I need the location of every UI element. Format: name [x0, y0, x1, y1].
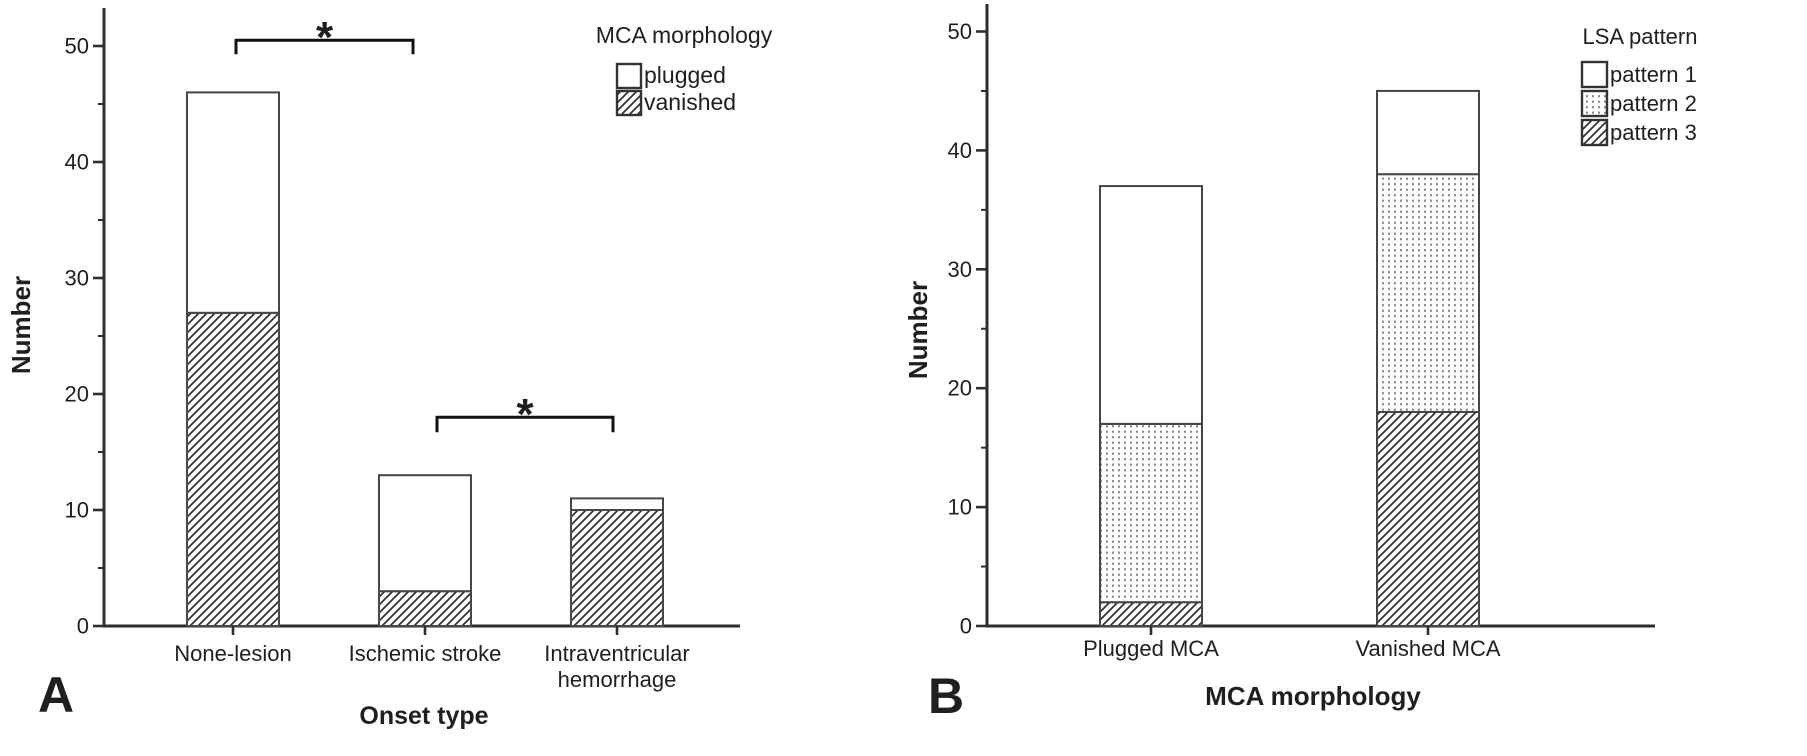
panel-a [6, 8, 773, 730]
panel-letter-b: B [928, 668, 965, 724]
x-tick-label: hemorrhage [557, 667, 677, 692]
y-tick-label: 40 [64, 149, 89, 175]
x-tick-label: Vanished MCA [1355, 636, 1501, 661]
y-tick-label: 50 [64, 33, 89, 59]
y-tick-label: 10 [64, 497, 89, 523]
bar-segment-vanished-mca-pattern-2 [1377, 174, 1479, 412]
legend-label: plugged [644, 62, 726, 88]
bar-segment-plugged-mca-pattern-3 [1100, 602, 1202, 626]
bar-segment-none-lesion-plugged [187, 92, 279, 312]
y-axis-title: Number [6, 275, 36, 375]
y-tick-label: 30 [64, 265, 89, 291]
legend-swatch-pattern-1 [1582, 62, 1607, 87]
bar-segment-plugged-mca-pattern-1 [1100, 186, 1202, 424]
legend-title: LSA pattern [1582, 24, 1698, 49]
panel-b [903, 4, 1697, 724]
bar-segment-vanished-mca-pattern-3 [1377, 412, 1479, 626]
bar-segment-vanished-mca-pattern-1 [1377, 91, 1479, 174]
y-tick-label: 0 [76, 613, 89, 639]
y-ticks [948, 19, 987, 639]
y-axis-title: Number [903, 280, 933, 380]
legend-label: vanished [644, 89, 737, 115]
panel-letter-a: A [38, 667, 75, 723]
legend-label: pattern 3 [1610, 120, 1697, 145]
bar-segment-plugged-mca-pattern-2 [1100, 424, 1202, 602]
legend-swatch-pattern-2 [1582, 91, 1607, 116]
y-tick-label: 40 [947, 137, 972, 163]
legend-swatch-plugged [617, 64, 641, 88]
y-tick-label: 0 [959, 613, 972, 639]
x-tick-label: Intraventricular [544, 641, 690, 666]
legend-label: pattern 1 [1610, 62, 1697, 87]
bar-segment-none-lesion-vanished [187, 313, 279, 626]
y-ticks [65, 34, 104, 639]
significance-asterisk: * [315, 13, 334, 63]
x-tick-label: Plugged MCA [1083, 636, 1219, 661]
y-tick-label: 20 [64, 381, 89, 407]
legend-swatch-pattern-3 [1582, 120, 1607, 145]
bar-segment-ischemic-stroke-vanished [379, 591, 471, 626]
bar-segment-ischemic-stroke-plugged [379, 475, 471, 591]
x-tick-label: None-lesion [174, 641, 292, 666]
y-tick-label: 30 [947, 256, 972, 282]
y-tick-label: 10 [947, 494, 972, 520]
y-tick-label: 20 [947, 375, 972, 401]
legend [596, 22, 773, 115]
legend-label: pattern 2 [1610, 91, 1697, 116]
x-tick-label: Ischemic stroke [348, 641, 502, 666]
bar-segment-intraventricular-hemorrhage-vanished [571, 510, 663, 626]
legend-swatch-vanished [617, 91, 641, 115]
x-axis-title: Onset type [359, 702, 489, 730]
y-tick-label: 50 [947, 19, 972, 44]
legend [1582, 24, 1697, 145]
bars [1083, 91, 1501, 661]
bars [174, 92, 689, 692]
legend-title: MCA morphology [595, 22, 773, 48]
significance-asterisk: * [516, 390, 534, 440]
x-axis-title: MCA morphology [1205, 681, 1421, 711]
bar-segment-intraventricular-hemorrhage-plugged [571, 498, 663, 510]
